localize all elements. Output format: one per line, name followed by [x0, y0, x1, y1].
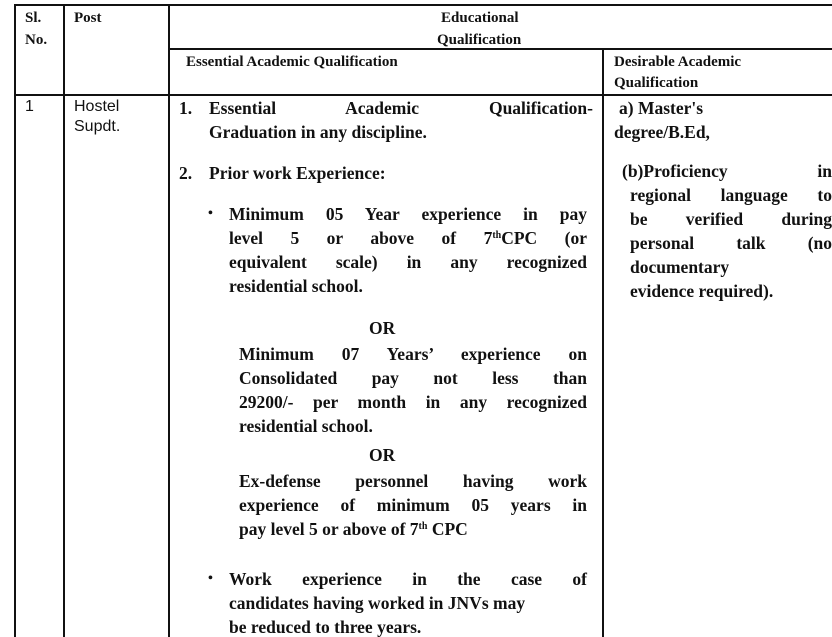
bullet-2-line2: candidates having worked in JNVs may [229, 593, 526, 613]
header-sl-no-line1: Sl. [25, 10, 42, 26]
desirable-b-line5: documentary [630, 257, 730, 277]
desirable-b-line6: evidence required). [630, 281, 774, 301]
essential-item-1-line1: Essential Academic Qualification- [209, 98, 593, 118]
row-post-line2: Supdt. [74, 118, 121, 135]
header-post: Post [74, 10, 102, 26]
table-left-border [14, 4, 16, 637]
header-desirable-qualification [614, 52, 741, 94]
essential-item-1-line2: Graduation in any discipline. [209, 122, 427, 142]
desirable-item-a [614, 96, 832, 144]
column-divider-essential-desirable [602, 48, 604, 637]
table-top-border [14, 4, 832, 6]
or-separator-1: OR [369, 318, 396, 338]
alternative-1-text [239, 342, 587, 438]
essential-item-2-number: 2. [179, 163, 193, 183]
bullet-1-line1: Minimum 05 Year experience in pay [229, 204, 587, 224]
alternative-2-line2: experience of minimum 05 years in [239, 495, 587, 515]
desirable-b-line3: be verified during [630, 209, 832, 229]
alternative-1-line1: Minimum 07 Years’ experience on [239, 344, 587, 364]
header-edu-line2: Qualification [437, 32, 522, 48]
column-divider-post-essential [168, 4, 170, 637]
alternative-2-line3: pay level 5 or above of 7th CPC [239, 519, 468, 539]
essential-item-2-title: Prior work Experience: [209, 163, 386, 183]
or-separator-2: OR [369, 445, 396, 465]
bullet-1-text [229, 202, 587, 298]
desirable-b-line1: (b)Proficiency in [622, 161, 832, 181]
header-sl-no-line2: No. [25, 32, 48, 48]
essential-item-1-number: 1. [179, 98, 193, 118]
header-essential-qualification: Essential Academic Qualification [186, 54, 398, 70]
header-desirable-line2: Qualification [614, 75, 699, 91]
header-educational-qualification [437, 7, 521, 51]
desirable-a-line2: degree/B.Ed, [614, 122, 710, 142]
bullet-2-line1: Work experience in the case of [229, 569, 587, 589]
header-edu-line1: Educational [441, 10, 519, 26]
header-desirable-line1: Desirable Academic [614, 54, 742, 70]
bullet-2-text [229, 567, 587, 637]
bullet-1-line3: equivalent scale) in any recognized [229, 252, 587, 272]
desirable-item-b [622, 159, 832, 303]
alternative-2-line1: Ex-defense personnel having work [239, 471, 587, 491]
row-post-line1: Hostel [74, 98, 120, 115]
alternative-2-text [239, 469, 587, 541]
column-divider-slno-post [63, 4, 65, 637]
desirable-b-line2: regional language to [630, 185, 832, 205]
row-post [74, 97, 120, 137]
bullet-icon: • [208, 206, 213, 221]
alternative-1-line2: Consolidated pay not less than [239, 368, 587, 388]
header-sl-no [25, 7, 47, 51]
bullet-icon: • [208, 571, 213, 586]
bullet-2-line3: be reduced to three years. [229, 617, 422, 637]
essential-item-1-text [209, 96, 593, 144]
alternative-1-line3: 29200/- per month in any recognized [239, 392, 587, 412]
bullet-1-line4: residential school. [229, 276, 363, 296]
desirable-a-line1: a) Master's [619, 98, 704, 118]
bullet-1-line2: level 5 or above of 7thCPC (or [229, 228, 588, 248]
desirable-b-line4: personal talk (no [630, 233, 832, 253]
alternative-1-line4: residential school. [239, 416, 373, 436]
row-sl-no: 1 [25, 98, 34, 115]
